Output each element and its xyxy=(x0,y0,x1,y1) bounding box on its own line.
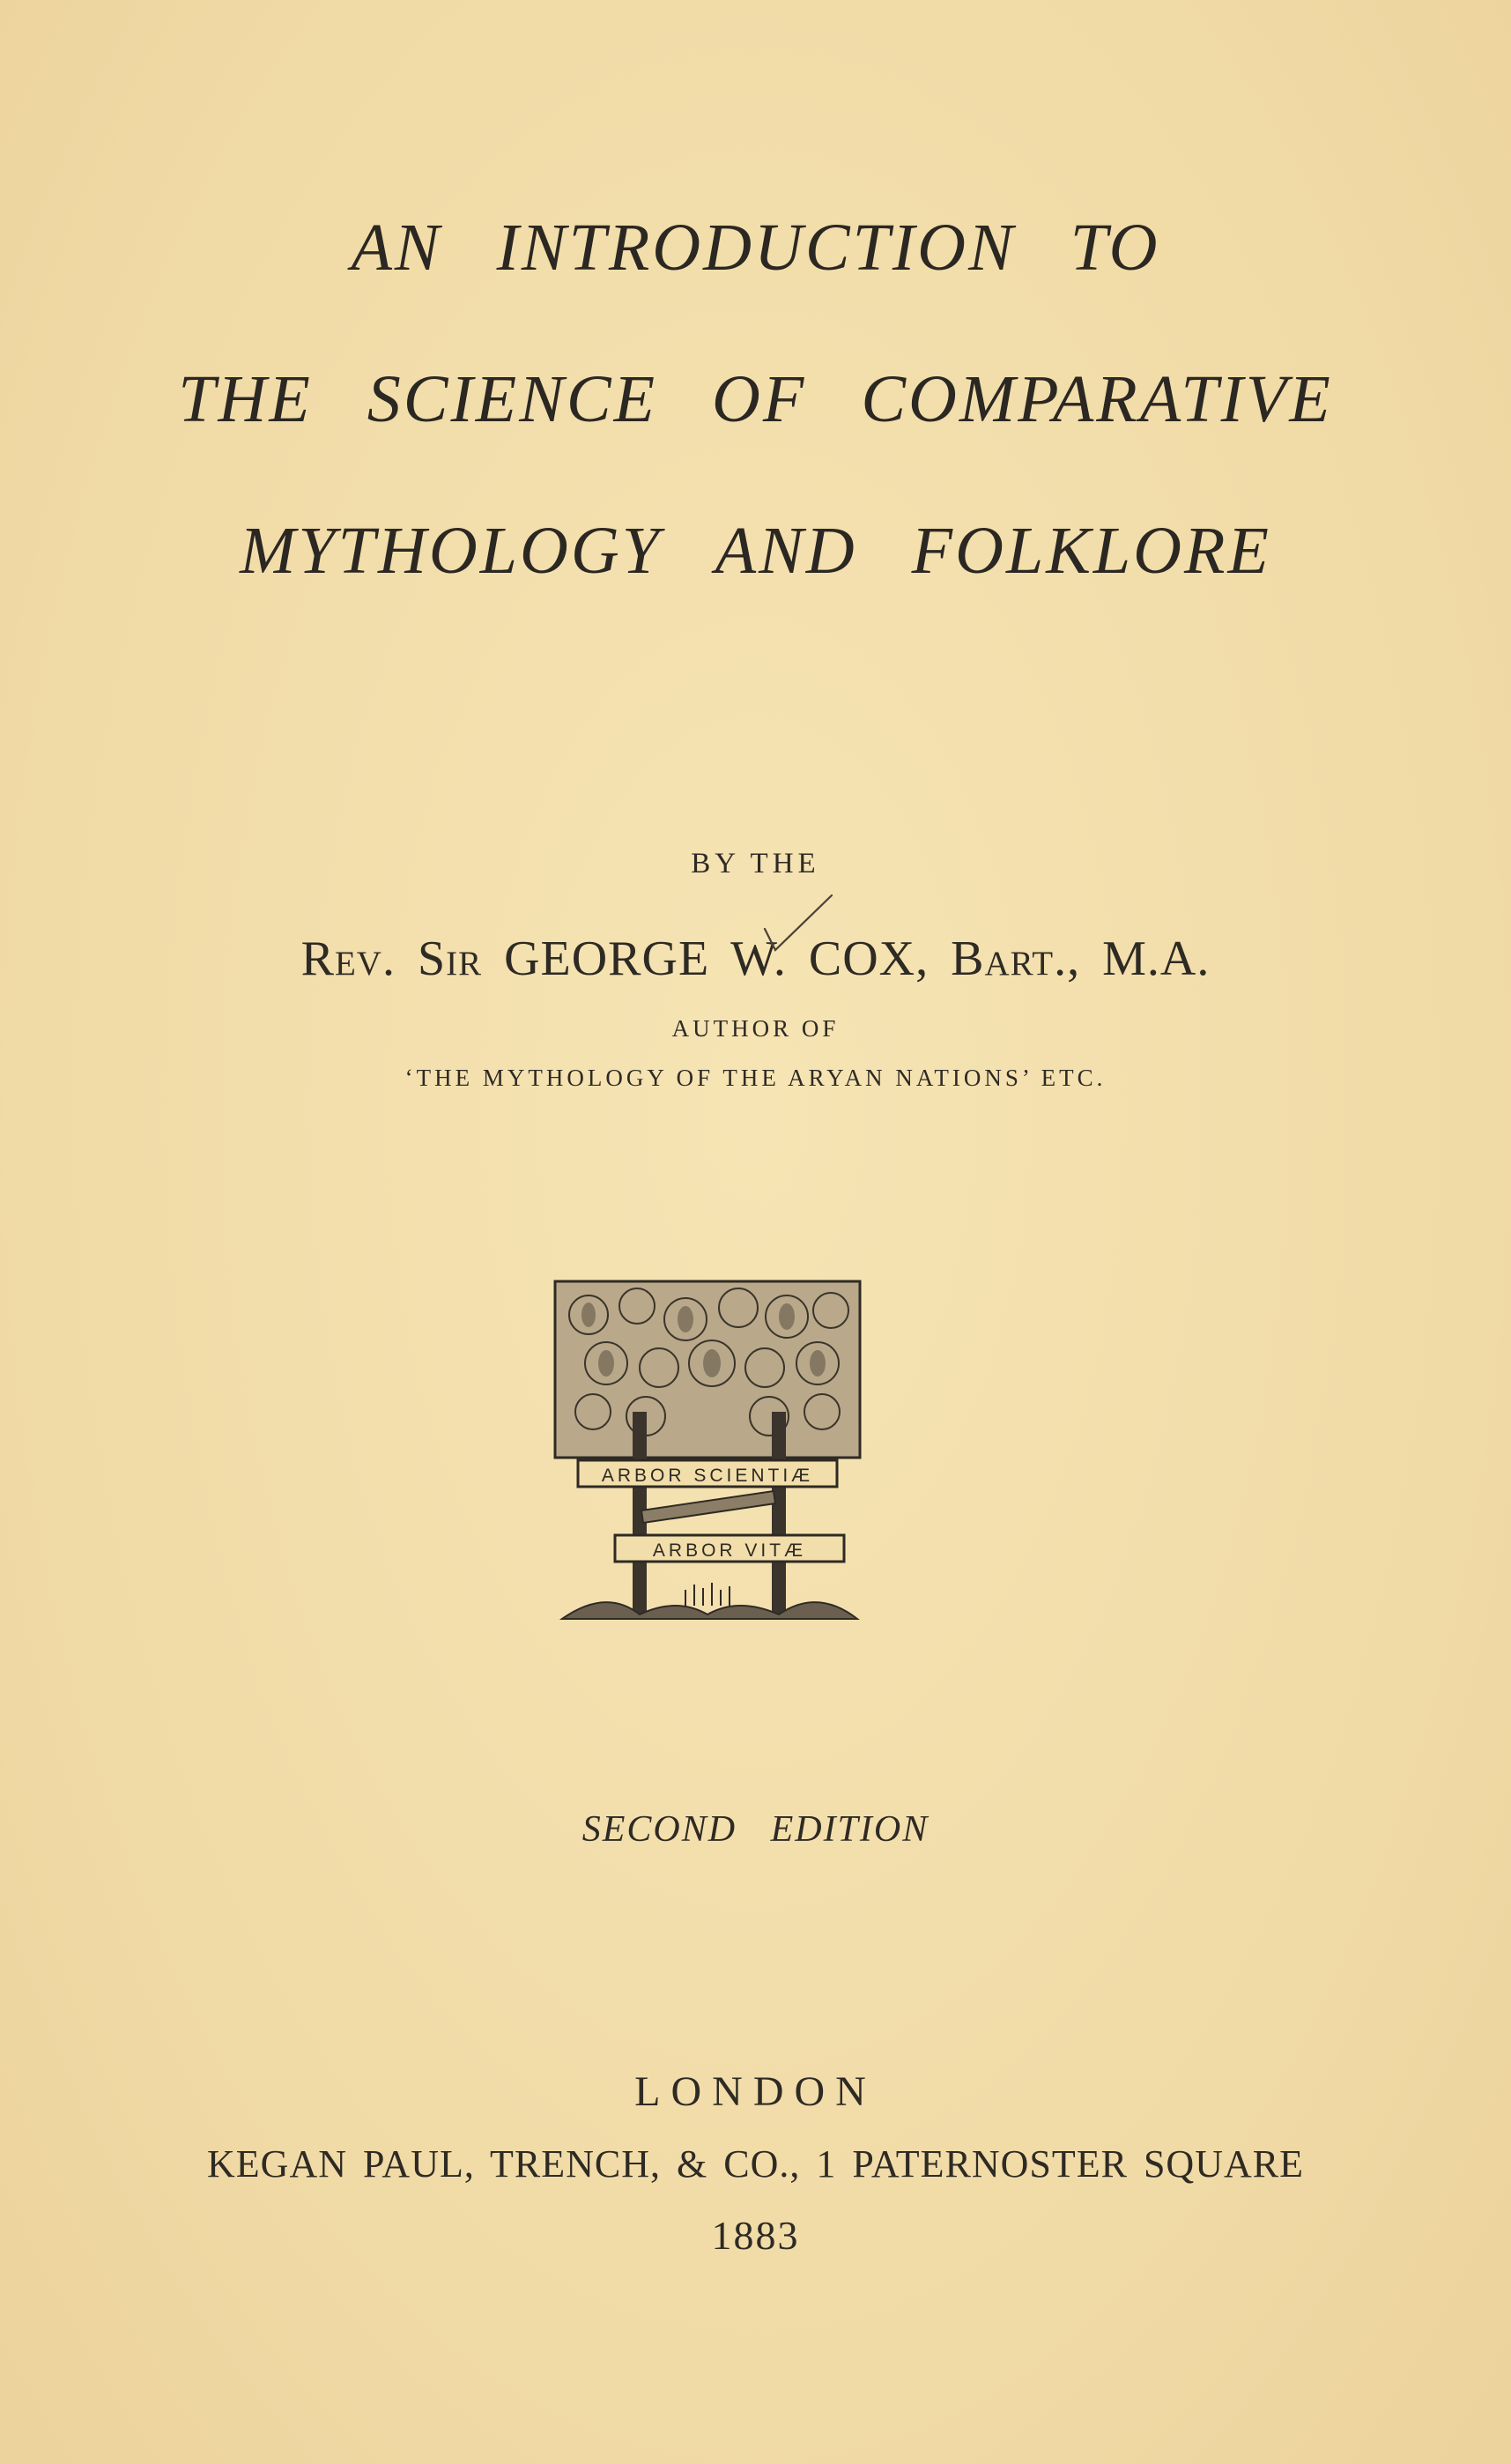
banner-bottom-text: ARBOR VITÆ xyxy=(652,1540,807,1561)
title-line-3: MYTHOLOGY AND FOLKLORE xyxy=(240,514,1271,588)
pencil-check-mark xyxy=(756,892,835,962)
imprint-city: LONDON xyxy=(634,2068,877,2115)
banner-top-text: ARBOR SCIENTIÆ xyxy=(601,1466,814,1486)
author-of: AUTHOR OF xyxy=(671,1015,840,1042)
author-name: GEORGE W. COX, xyxy=(504,931,930,986)
imprint-publisher: KEGAN PAUL, TRENCH, & CO., 1 PATERNOSTER SQUARE xyxy=(207,2142,1304,2186)
edition: SECOND EDITION xyxy=(581,1809,930,1850)
author-suffix: Bart., M.A. xyxy=(951,931,1211,986)
tree-emblem xyxy=(553,1280,862,1628)
other-work: ‘THE MYTHOLOGY OF THE ARYAN NATIONS’ ETC. xyxy=(404,1065,1107,1091)
title-line-2: THE SCIENCE OF COMPARATIVE xyxy=(178,362,1333,436)
by-the: BY THE xyxy=(691,848,820,879)
title-line-1: AN INTRODUCTION TO xyxy=(351,211,1160,285)
imprint-year: 1883 xyxy=(711,2213,800,2258)
author-prefix: Rev. Sir xyxy=(300,931,483,986)
